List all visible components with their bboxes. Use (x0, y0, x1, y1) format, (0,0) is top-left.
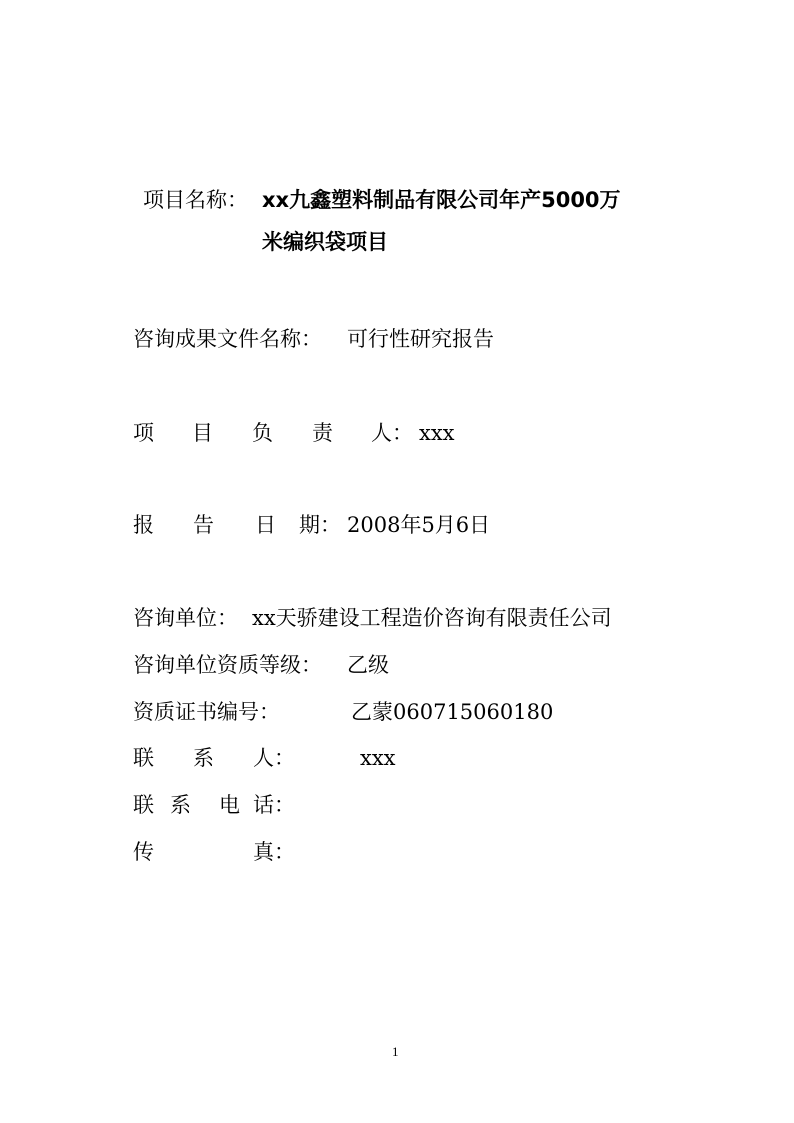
certificate-label: 资质证书编号： (133, 700, 280, 724)
consult-unit-label: 咨询单位： (133, 606, 238, 630)
contact-phone-label-2: 系 (170, 793, 191, 817)
owner-label-1: 项 (133, 421, 154, 445)
contact-person-label-3: 人： (253, 746, 295, 770)
fax-label-2: 真： (253, 840, 295, 864)
report-date-label-4: 期： (299, 513, 341, 537)
fax-label-1: 传 (133, 840, 154, 864)
consult-doc-value: 可行性研究报告 (347, 327, 494, 351)
report-date-value: 2008年5月6日 (347, 513, 491, 537)
consult-doc-label: 咨询成果文件名称： (133, 327, 322, 351)
report-date-label-1: 报 (133, 513, 154, 537)
project-name-line1: xx九鑫塑料制品有限公司年产5000万 (262, 188, 621, 212)
project-label: 项目名称： (143, 188, 248, 212)
project-name-line2: 米编织袋项目 (262, 230, 388, 254)
report-date-label-2: 告 (193, 513, 214, 537)
contact-phone-label-4: 话： (253, 793, 295, 817)
contact-person-label-2: 系 (193, 746, 214, 770)
owner-label-3: 负 (252, 421, 273, 445)
qualification-value: 乙级 (347, 653, 389, 677)
contact-phone-label-1: 联 (133, 793, 154, 817)
owner-label-4: 责 (312, 421, 333, 445)
certificate-value: 乙蒙060715060180 (351, 700, 554, 724)
contact-phone-label-3: 电 (219, 793, 240, 817)
owner-label-2: 目 (192, 421, 213, 445)
owner-label-5: 人： (371, 421, 413, 445)
owner-value: xxx (419, 421, 455, 445)
contact-person-label-1: 联 (133, 746, 154, 770)
report-date-label-3: 日 (255, 513, 276, 537)
page-number: 1 (392, 1044, 399, 1059)
consult-unit-value: xx天骄建设工程造价咨询有限责任公司 (252, 606, 612, 630)
contact-person-value: xxx (360, 746, 396, 770)
qualification-label: 咨询单位资质等级： (133, 653, 322, 677)
